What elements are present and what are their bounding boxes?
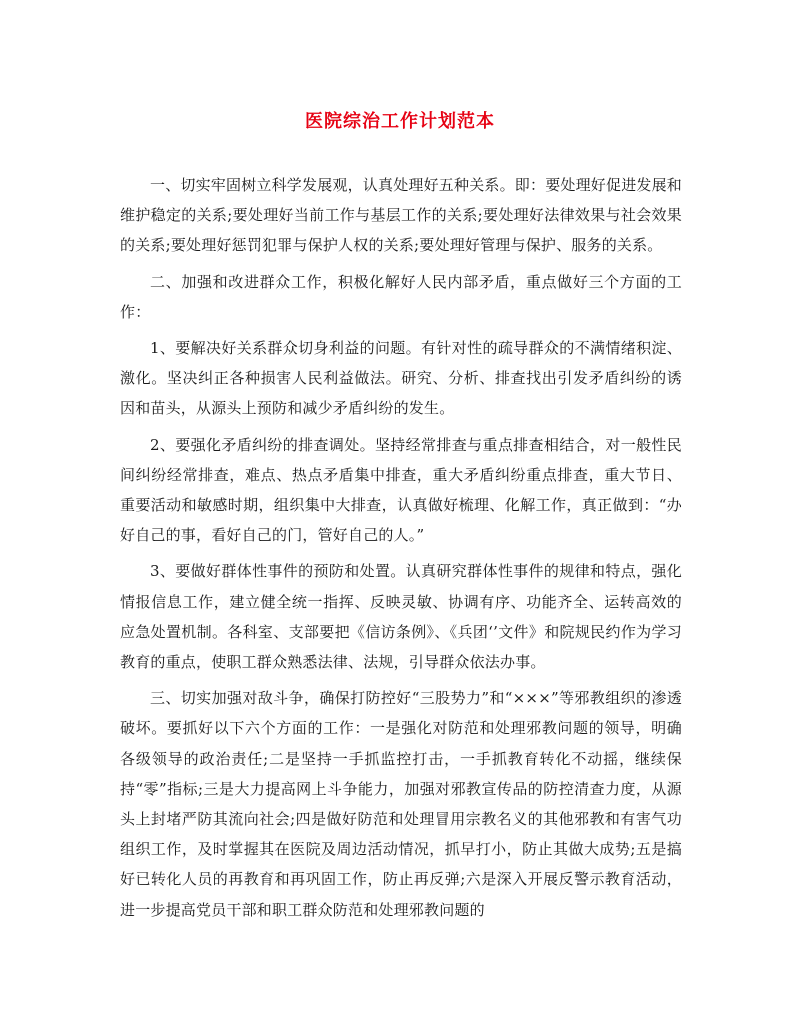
paragraph-4: 2、要强化矛盾纠纷的排查调处。坚持经常排查与重点排查相结合，对一般性民间纠纷经常排查，难点、热点矛盾集中排查，重大矛盾纠纷重点排查，重大节日、重要活动和敏感时期，组织集中大排查，认真做好梳理、化解工作，真正做到：“办好自己的事，看好自己的门，管好自己的人。” [120, 435, 682, 545]
document-title: 医院综治工作计划范本 [305, 111, 495, 132]
paragraph-5: 3、要做好群体性事件的预防和处置。认真研究群体性事件的规律和特点，强化情报信息工作，建立健全统一指挥、反映灵敏、协调有序、功能齐全、运转高效的应急处置机制。各科室、支部要把《信访条例》、《兵团‘’文件》和院规民约作为学习教育的重点，使职工群众熟悉法律、法规，引导群众依法办事。 [120, 562, 682, 672]
paragraph-3: 1、要解决好关系群众切身利益的问题。有针对性的疏导群众的不满情绪积淀、激化。坚决纠正各种损害人民利益做法。研究、分析、排查找出引发矛盾纠纷的诱因和苗头，从源头上预防和减少矛盾纠纷的发生。 [120, 339, 682, 418]
paragraph-6: 三、切实加强对敌斗争，确保打防控好“三股势力”和“×××”等邪教组织的渗透破坏。要抓好以下六个方面的工作：一是强化对防范和处理邪教问题的领导，明确各级领导的政治责任;二是坚持一手抓监控打击，一手抓教育转化不动摇，继续保持“零”指标;三是大力提高网上斗争能力，加强对邪教宣传品的防控清查力度，从源头上封堵严防其流向社会;四是做好防范和处理冒用宗教名义的其他邪教和有害气功组织工作，及时掌握其在医院及周边活动情况，抓早打小，防止其做大成势;五是搞好已转化人员的再教育和再巩固工作，防止再反弹;六是深入开展反警示教育活动，进一步提高党员干部和职工群众防范和处理邪教问题的 [120, 689, 682, 919]
paragraph-2: 二、加强和改进群众工作，积极化解好人民内部矛盾，重点做好三个方面的工作： [120, 272, 682, 321]
paragraph-1: 一、切实牢固树立科学发展观，认真处理好五种关系。即：要处理好促进发展和维护稳定的关系;要处理好当前工作与基层工作的关系;要处理好法律效果与社会效果的关系;要处理好惩罚犯罪与保护人权的关系;要处理好管理与保护、服务的关系。 [120, 176, 683, 255]
document-body [120, 170, 682, 931]
